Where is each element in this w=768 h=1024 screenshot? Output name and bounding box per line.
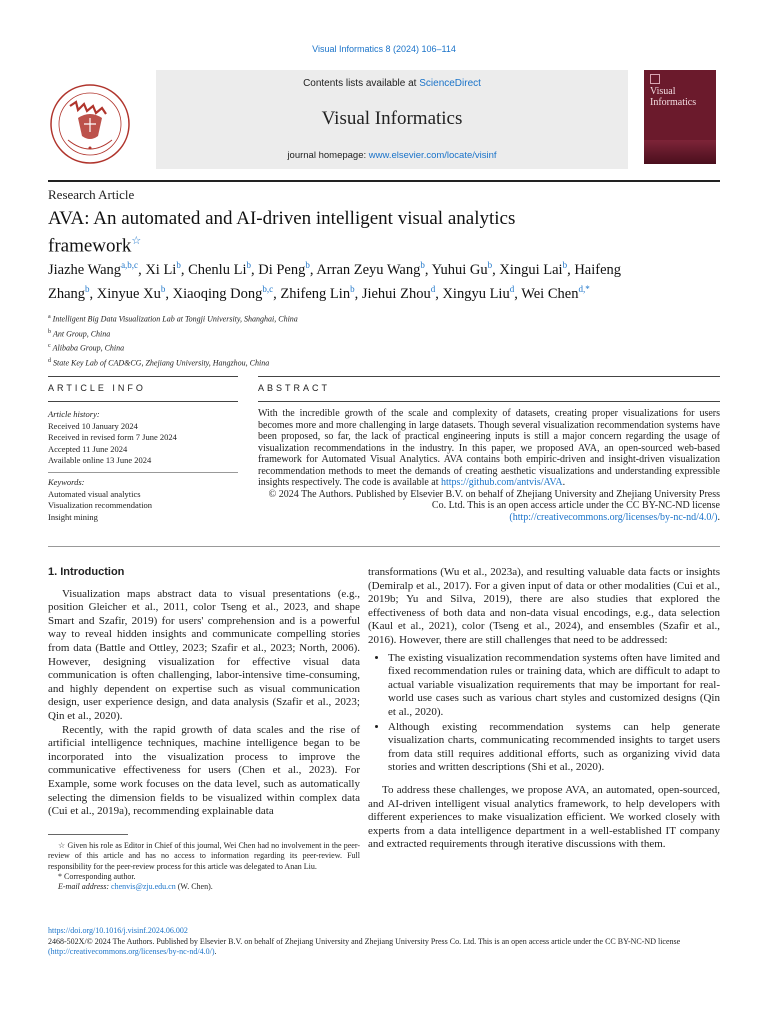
cover-title: Visual Informatics (650, 86, 697, 108)
homepage-link[interactable]: www.elsevier.com/locate/visinf (368, 150, 497, 161)
author-separator: , (180, 261, 189, 278)
history-received: Received 10 January 2024 (48, 420, 138, 431)
affiliation-text: Alibaba Group, China (52, 343, 125, 353)
email-label: E-mail address: (58, 882, 110, 892)
author-name: Arran Zeyu Wang (316, 261, 421, 278)
author-separator: , (567, 261, 575, 278)
affiliation-label: a (48, 314, 51, 320)
section-heading: 1. Introduction (48, 566, 125, 578)
info-rule-right (258, 376, 720, 377)
author-affiliation-mark[interactable]: d (430, 283, 436, 294)
journal-info-box (156, 70, 628, 169)
affiliation (48, 311, 648, 326)
right-column (368, 566, 720, 852)
footer-suffix: . (214, 947, 217, 956)
title-text: AVA: An automated and AI-driven intelligent visual analytics framework (48, 208, 516, 257)
author-name: Zhifeng Lin (280, 285, 351, 302)
footnote-rule (48, 834, 128, 835)
affiliation-label: b (48, 328, 51, 335)
author-affiliation-mark[interactable]: d (509, 283, 515, 294)
author-name: Xiaoqing Dong (172, 285, 263, 302)
zhejiang-university-logo (48, 82, 132, 166)
author-name: Haifeng Zhang (48, 261, 622, 302)
author-name: Jiazhe Wang (48, 261, 122, 278)
article-type: Research Article (48, 187, 135, 202)
footnote-email (48, 882, 360, 892)
email-link[interactable]: chenvis@zju.edu.cn (111, 882, 176, 892)
abstract-text: With the incredible growth of the scale and complexity of datasets, creating proper visualizations for users becomes more and more challenging in large datasets. Though several visualization recommendation systems have been proposed, so far, the lack of practical engineering inputs is still a major concern regarding the usage of visualization recommendations in the industry. In this paper, we proposed AVA, an open-sourced web-based framework for Automated Visual Analytics. AVA contains both empiric-driven and insight-driven visualization recommendation methods to meet the demands of creating aesthetic visualizations and understanding expressible insights respectively. The code is available at (258, 408, 720, 488)
abstract-bottom-rule (48, 546, 720, 547)
license-link[interactable]: (http://creativecommons.org/licenses/by-nc-nd/4.0/) (509, 511, 718, 523)
keywords (48, 477, 238, 523)
author-affiliation-mark[interactable]: b (487, 260, 493, 270)
author-affiliation-mark[interactable]: b (85, 283, 90, 294)
author-separator: , (424, 261, 432, 278)
author-separator: , (435, 285, 443, 302)
author-affiliation-mark[interactable]: a,b,c (121, 260, 139, 270)
affiliations (48, 311, 648, 370)
contents-line (156, 78, 628, 89)
author-affiliation-mark[interactable]: d,* (578, 283, 590, 294)
list-item: • The existing visualization recommendation systems often have limited and fixed recommendation rules or training data, which are difficult to adapt to actual variable visualization requirements that may be important for real-world use cases such as various chart styles and customized designs (Qin et al., 2020). (388, 652, 720, 720)
history-accepted: Accepted 11 June 2024 (48, 443, 128, 454)
homepage-prefix: journal homepage: (287, 150, 369, 161)
author-affiliation-mark[interactable]: b (246, 260, 251, 270)
journal-masthead (48, 70, 720, 182)
copyright-text: © 2024 The Authors. Published by Elsevier B.V. on behalf of Zhejiang University and Zhejiang University Press Co. Ltd. This is an open access article under the CC BY-NC-ND license (268, 488, 720, 511)
history-label: Article history: (48, 409, 100, 419)
author-name: Xi Li (145, 261, 177, 278)
author-separator: , (354, 285, 362, 302)
affiliation-label: d (48, 357, 51, 364)
author-name: Di Peng (258, 261, 306, 278)
author-name: Wei Chen (521, 285, 579, 302)
author-name: Yuhui Gu (431, 261, 488, 278)
footnote-text: Given his role as Editor in Chief of this journal, Wei Chen had no involvement in the peer-review of this article and has no access to information regarding its peer-review. Full responsibility for the peer-review process for this article was delegated to Anan Liu. (48, 841, 361, 871)
author-name: Xinyue Xu (96, 285, 161, 302)
sciencedirect-link[interactable]: ScienceDirect (419, 78, 481, 89)
doi-link[interactable]: https://doi.org/10.1016/j.visinf.2024.06.002 (48, 926, 188, 935)
author-separator: , (89, 285, 97, 302)
abstract-copyright: © 2024 The Authors. Published by Elsevier B.V. on behalf of Zhejiang University and Zhejiang University Press Co. Ltd. This is an open access article under the CC BY-NC-ND license (http://creativecommons.org/licenses/by-nc-nd/4.0/). (268, 488, 720, 523)
author-separator: , (138, 261, 146, 278)
footnote-mark: * (58, 871, 62, 881)
affiliation-text: Ant Group, China (53, 329, 111, 339)
author-name: Jiehui Zhou (361, 285, 431, 302)
author-name: Xingui Lai (499, 261, 563, 278)
author-affiliation-mark[interactable]: b (305, 260, 310, 270)
author-affiliation-mark[interactable]: b (160, 283, 166, 294)
author-separator: , (273, 285, 281, 302)
paragraph: To address these challenges, we propose AVA, an automated, open-sourced, and AI-driven intelligent visual analytics framework, to help developers with different experiences to make visualization efficient. We worked closely with experts from a data intelligence department in a well-established IT company and extracted requirements through iterative discussions with them. (368, 783, 720, 851)
author-affiliation-mark[interactable]: b (350, 283, 355, 294)
author-separator: , (250, 261, 259, 278)
journal-reference[interactable]: Visual Informatics 8 (2024) 106–114 (312, 44, 456, 54)
challenge-list (368, 652, 720, 775)
article-info-heading: ARTICLE INFO (48, 383, 146, 393)
issn-text: 2468-502X/© 2024 The Authors. Published by Elsevier B.V. on behalf of Zhejiang University and Zhejiang University Press Co. Ltd. This is an open access article under the CC BY-NC-ND license (48, 936, 681, 946)
footnote-mark: ☆ (58, 841, 66, 850)
issn-line (48, 937, 720, 958)
keyword: Automated visual analytics (48, 488, 141, 499)
author-affiliation-mark[interactable]: b,c (262, 283, 274, 294)
affiliation-text: State Key Lab of CAD&CG, Zhejiang University, Hangzhou, China (53, 358, 270, 368)
info-rule-right-2 (258, 401, 720, 402)
history-online: Available online 13 June 2024 (48, 455, 152, 465)
elsevier-cover-logo (650, 74, 660, 84)
keyword: Visualization recommendation (48, 500, 153, 510)
author-separator: , (165, 285, 173, 302)
history-revised: Received in revised form 7 June 2024 (48, 432, 177, 442)
affiliation (48, 355, 648, 370)
author-separator: , (514, 285, 522, 302)
cover-stripe (644, 140, 716, 164)
affiliation (48, 340, 648, 355)
footnote (48, 841, 360, 872)
affiliation-label: c (48, 343, 51, 350)
article-history (48, 409, 238, 467)
code-link[interactable]: https://github.com/antvis/AVA (441, 477, 563, 488)
keyword: Insight mining (48, 511, 98, 522)
author-name: Chenlu Li (188, 261, 247, 278)
journal-cover-image (644, 70, 716, 164)
affiliation-text: Intelligent Big Data Visualization Lab at Tongji University, Shanghai, China (52, 314, 298, 324)
affiliation (48, 326, 648, 341)
paragraph: Recently, with the rapid growth of data scales and the rise of artificial intelligence techniques, machine intelligence began to be incorporated into the visualization process to improve the communicative effectiveness for users (Chen et al., 2023). For Example, some work focuses on the data level, such as automatically selecting the dimension fields to be visualized within complex data (Cui et al., 2019a), recommending explainable data (48, 723, 360, 818)
journal-title: Visual Informatics (321, 108, 463, 129)
footnote-text: Corresponding author. (64, 871, 136, 881)
info-rule-left (48, 376, 238, 377)
list-item: • Although existing recommendation systems can help generate visualization charts, communicating recommended insights to target users from data still requires additional efforts, such as organizing vivid data stories and written descriptions (Shi et al., 2020). (388, 721, 720, 775)
author-affiliation-mark[interactable]: b (420, 260, 425, 270)
left-column (48, 566, 360, 819)
footer-license-link[interactable]: (http://creativecommons.org/licenses/by-nc-nd/4.0/) (48, 947, 215, 956)
paper-title (48, 207, 608, 257)
contents-prefix: Contents lists available at (303, 78, 420, 89)
abstract-heading: ABSTRACT (258, 383, 331, 393)
author-separator: , (309, 261, 317, 278)
paragraph: Visualization maps abstract data to visual presentations (e.g., position Gleicher et al., 2011, color Tseng et al., 2023, and shape Smart and Szafir, 2019) for users' comprehension and is a powerful way to reveal hidden insights and communicate compelling stories from data (Battle and Ottley, 2023; Szafir et al., 2023; North, 2006). However, designing visualization for effective visual data communication is often challenging, labor-intensive time-consuming, and highly dependent on expertise such as visual communication design, user experience design, and data analysis (Szafir et al., 2023; Qin et al., 2020). (48, 587, 360, 722)
footnote (48, 872, 360, 882)
homepage-line (156, 150, 628, 161)
title-footnote-mark[interactable]: ☆ (131, 235, 142, 247)
page-footer (48, 926, 720, 958)
info-rule-left-2 (48, 401, 238, 402)
author-affiliation-mark[interactable]: b (176, 260, 181, 270)
keywords-label: Keywords: (48, 477, 85, 487)
footnotes (48, 841, 360, 892)
email-suffix: (W. Chen). (177, 882, 213, 892)
author-name: Xingyu Liu (442, 285, 510, 302)
author-list (48, 256, 648, 304)
author-affiliation-mark[interactable]: b (562, 260, 568, 270)
paragraph: transformations (Wu et al., 2023a), and resulting valuable data facts or insights (Demiralp et al., 2017). For a given input of data or other modalities (Cui et al., 2019b; Yu and Silva, 2019), there are also studies that explored the effectiveness of both data and non-data visual encodings, e.g., data selection (Kaul et al., 2021), color (Tseng et al., 2024), and ensembles (Szafir et al., 2016). However, there are still challenges that need to be addressed: (368, 566, 720, 646)
abstract-body: With the incredible growth of the scale and complexity of datasets, creating proper visualizations for users becomes more and more challenging in large datasets. Though several visualization recommendation systems have been proposed, so far, the lack of practical engineering inputs is still a major concern regarding the usage of visualization recommendations in the industry. In this paper, we proposed AVA, an open-sourced web-based framework for Automated Visual Analytics. AVA contains both empiric-driven and insight-driven visualization recommendation methods to meet the demands of creating aesthetic visualizations and understanding expressible insights respectively. The code is available at https://github.com/antvis/AVA. © 2024 The Authors. Published by Elsevier B.V. on behalf of Zhejiang University and Zhejiang University Press Co. Ltd. This is an open access article under the CC BY-NC-ND license (http://creativecommons.org/licenses/by-nc-nd/4.0/). (258, 408, 720, 523)
keywords-rule (48, 472, 238, 473)
author-separator: , (492, 261, 500, 278)
